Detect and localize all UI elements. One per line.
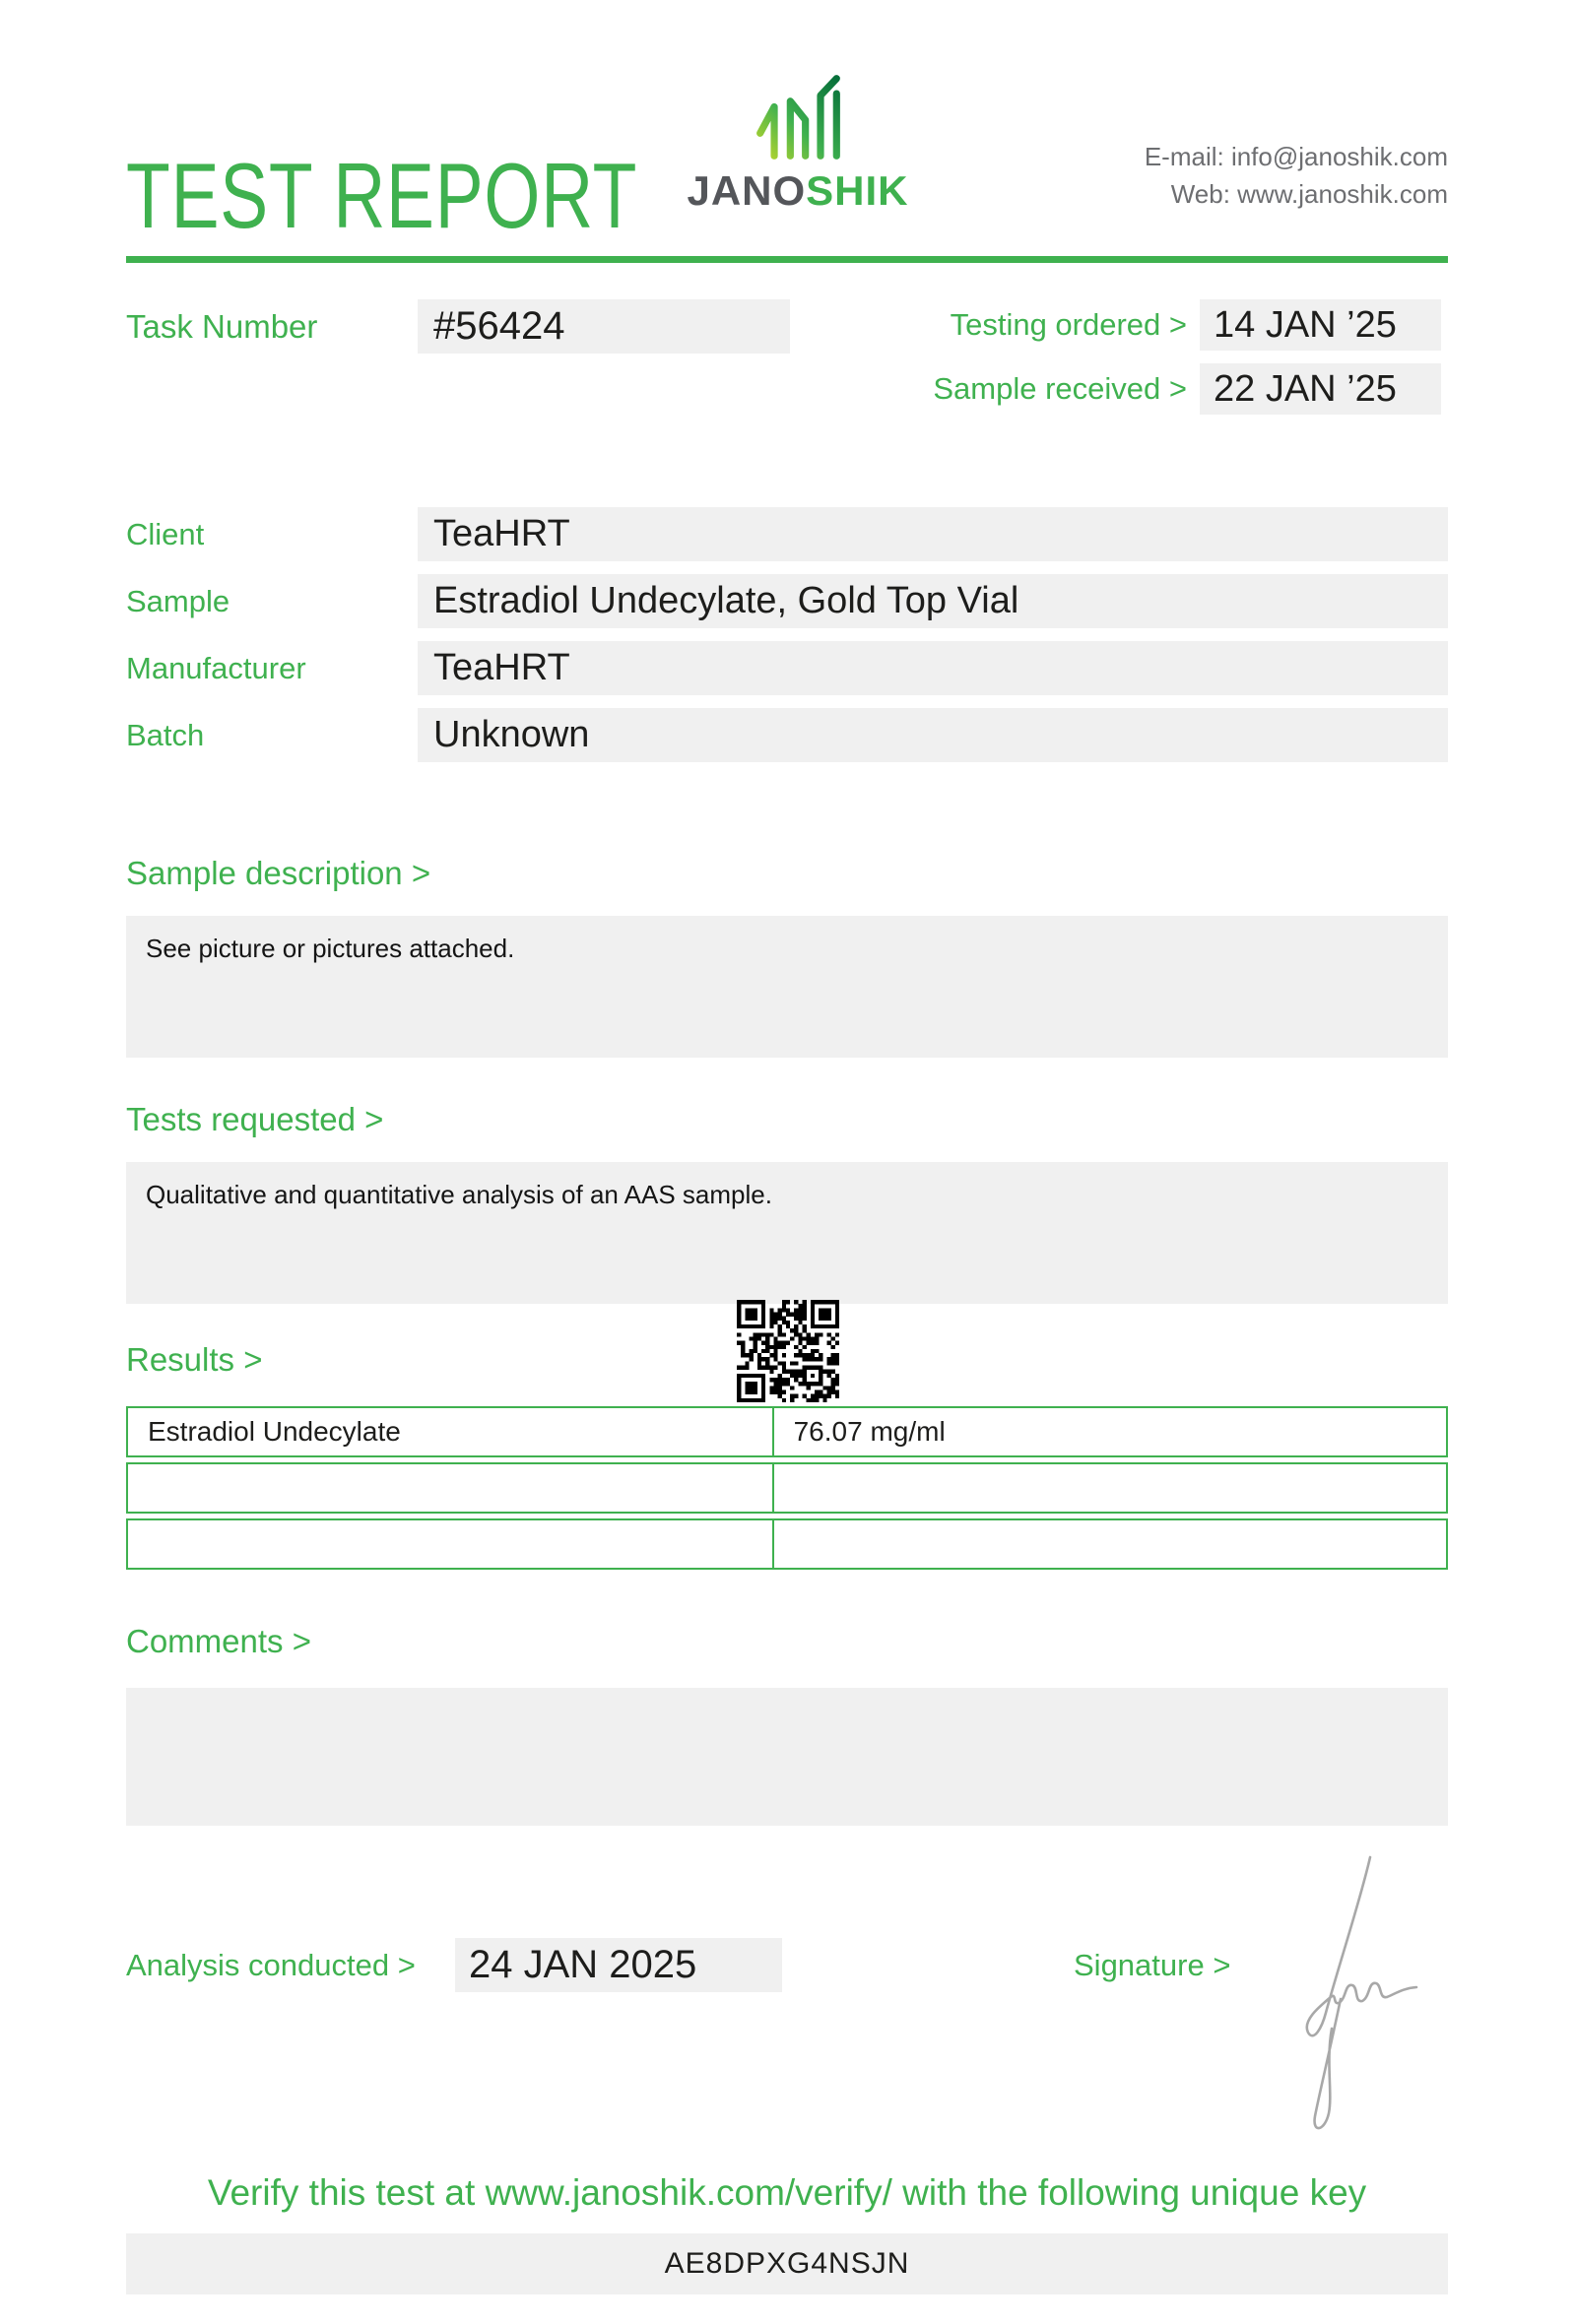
result-substance-cell: Estradiol Undecylate	[128, 1408, 774, 1455]
task-number-value: #56424	[418, 299, 790, 354]
table-row	[126, 1406, 1448, 1457]
task-number-label: Task Number	[126, 308, 318, 345]
page-title: TEST REPORT	[126, 144, 638, 247]
result-value-cell	[774, 1464, 1446, 1512]
sample-received-label: Sample received >	[933, 371, 1187, 406]
verify-text: Verify this test at www.janoshik.com/verify/ with the following unique key	[207, 2172, 1367, 2213]
analysis-conducted-label: Analysis conducted >	[126, 1948, 416, 1982]
contact-email: E-mail: info@janoshik.com	[1144, 142, 1448, 171]
comments-box	[126, 1688, 1448, 1826]
table-row	[126, 1518, 1448, 1570]
batch-value: Unknown	[418, 708, 1448, 762]
client-value: TeaHRT	[418, 507, 1448, 561]
sample-label: Sample	[126, 584, 230, 618]
header-divider	[126, 256, 1448, 263]
sample-value: Estradiol Undecylate, Gold Top Vial	[418, 574, 1448, 628]
manufacturer-label: Manufacturer	[126, 651, 306, 685]
results-heading: Results >	[126, 1341, 263, 1378]
result-substance-cell	[128, 1520, 774, 1568]
unique-key-box: AE8DPXG4NSJN	[126, 2233, 1448, 2294]
results-table	[126, 1406, 1448, 1575]
sample-received-value: 22 JAN ’25	[1200, 363, 1441, 415]
signature-label: Signature >	[1074, 1948, 1231, 1982]
sample-description-box: See picture or pictures attached.	[126, 916, 1448, 1058]
contact-web: Web: www.janoshik.com	[1170, 179, 1448, 209]
table-row	[126, 1462, 1448, 1514]
tests-requested-box: Qualitative and quantitative analysis of an AAS sample.	[126, 1162, 1448, 1304]
logo-wordmark	[680, 167, 916, 215]
batch-label: Batch	[126, 718, 205, 752]
analysis-conducted-value: 24 JAN 2025	[455, 1938, 782, 1992]
manufacturer-value: TeaHRT	[418, 641, 1448, 695]
comments-heading: Comments >	[126, 1623, 311, 1659]
signature-scribble	[1279, 1849, 1438, 2145]
testing-ordered-value: 14 JAN ’25	[1200, 299, 1441, 351]
qr-code	[737, 1300, 839, 1402]
logo-text-secondary: SHIK	[806, 167, 909, 214]
contact-block	[1145, 138, 1448, 213]
result-value-cell: 76.07 mg/ml	[793, 1416, 946, 1447]
janoshik-logo	[680, 73, 916, 215]
result-substance-cell	[128, 1464, 774, 1512]
tests-requested-heading: Tests requested >	[126, 1101, 384, 1137]
logo-text-primary: JANO	[687, 167, 807, 214]
result-value-cell	[774, 1520, 1446, 1568]
sample-description-heading: Sample description >	[126, 855, 431, 891]
growth-chart-icon	[738, 73, 858, 163]
client-label: Client	[126, 517, 205, 551]
testing-ordered-label: Testing ordered >	[950, 307, 1187, 342]
